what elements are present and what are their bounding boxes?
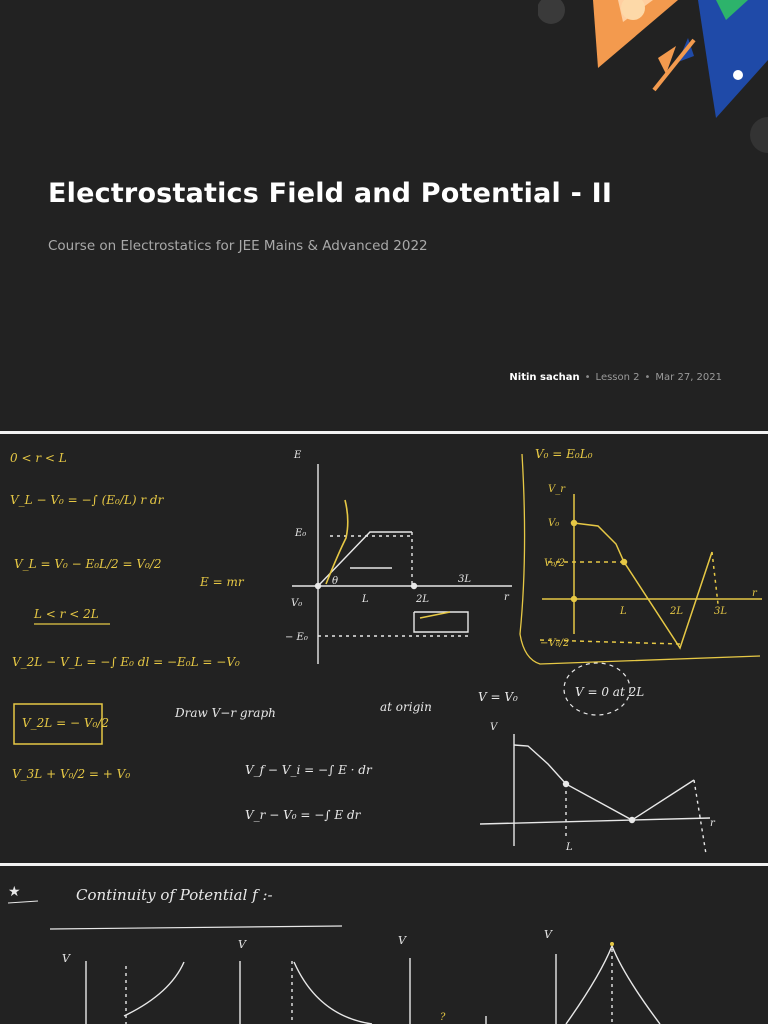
axis-label-v-3: V (398, 934, 406, 947)
potential-graph-3l-label: 3L (714, 606, 728, 617)
potential-graph-yellow (540, 494, 762, 648)
potential-graph-neg-half-label: −V₀/2 (540, 638, 570, 649)
field-graph-e0-label: E₀ (295, 528, 307, 539)
field-graph-l-label: L (362, 594, 369, 605)
lesson-title: Electrostatics Field and Potential - II (48, 178, 613, 209)
pen-nib-decoration-icon (698, 0, 768, 118)
integral-1: V_f − V_i = −∫ E · dr (245, 763, 372, 777)
potential-graph-y-label: V_r (548, 484, 566, 495)
lesson-meta: Nitin sachan • Lesson 2 • Mar 27, 2021 (509, 372, 722, 383)
equation-5: V_3L + V₀/2 = + V₀ (12, 767, 131, 781)
draw-instruction: Draw V−r graph (175, 706, 276, 720)
field-graph-neg-e0-label: − E₀ (285, 632, 308, 643)
axis-label-v-2: V (238, 938, 246, 951)
continuity-sketches (86, 942, 660, 1024)
potential-graph-l-label: L (620, 606, 627, 617)
potential-graph-white (480, 734, 710, 854)
field-graph-y-label: E (294, 450, 302, 461)
equation-1: V_L − V₀ = −∫ (E₀/L) r dr (10, 493, 164, 507)
lesson-date: Mar 27, 2021 (655, 372, 722, 383)
potential-graph-half-label: V₀/2 (544, 558, 565, 569)
lesson-number: Lesson 2 (595, 372, 640, 383)
graph3-y-label: V (490, 722, 498, 733)
circle-decoration-icon (538, 0, 565, 24)
cover-slide (0, 0, 768, 431)
graph3-r-label: r (710, 818, 715, 829)
field-relation: E = mr (200, 575, 244, 589)
origin-value: V = V₀ (478, 690, 518, 704)
field-graph (292, 464, 512, 664)
star-icon: ★ (8, 884, 21, 900)
circle-decoration-icon (750, 117, 768, 153)
field-graph-theta-label: θ (332, 576, 339, 587)
potential-graph-r-label: r (752, 588, 757, 599)
equation-3: V_2L − V_L = −∫ E₀ dl = −E₀L = −V₀ (12, 655, 240, 669)
graph3-l-label: L (566, 842, 573, 853)
field-graph-2l-label: 2L (416, 594, 430, 605)
board-slide-2 (0, 866, 768, 1024)
field-graph-v0-label: V₀ (291, 598, 303, 609)
potential-graph-v0-label: V₀ (548, 518, 560, 529)
case-label-1: 0 < r < L (10, 451, 67, 465)
top-relation: V₀ = E₀L₀ (535, 447, 593, 461)
circled-note: V = 0 at 2L (575, 685, 645, 699)
continuity-board (0, 866, 768, 1024)
sketch-mark: ? (440, 1012, 446, 1023)
cover-decoration (538, 0, 768, 160)
field-graph-r-label: r (504, 592, 509, 603)
axis-label-v-1: V (62, 952, 70, 965)
origin-note: at origin (380, 700, 432, 714)
bowtie-decoration-icon (654, 38, 694, 90)
handwritten-board (0, 434, 768, 863)
axis-label-v-4: V (544, 928, 552, 941)
author-name: Nitin sachan (509, 372, 580, 383)
integral-2: V_r − V₀ = −∫ E dr (245, 808, 361, 822)
potential-graph-2l-label: 2L (670, 606, 684, 617)
board-slide-1 (0, 434, 768, 863)
course-subtitle: Course on Electrostatics for JEE Mains & Advanced 2022 (48, 238, 428, 254)
case-label-2: L < r < 2L (34, 607, 99, 621)
equation-2: V_L = V₀ − E₀L/2 = V₀/2 (14, 557, 162, 571)
continuity-heading: Continuity of Potential f :- (76, 886, 273, 904)
field-graph-3l-label: 3L (458, 574, 472, 585)
boxed-equation: V_2L = − V₀/2 (22, 716, 109, 730)
